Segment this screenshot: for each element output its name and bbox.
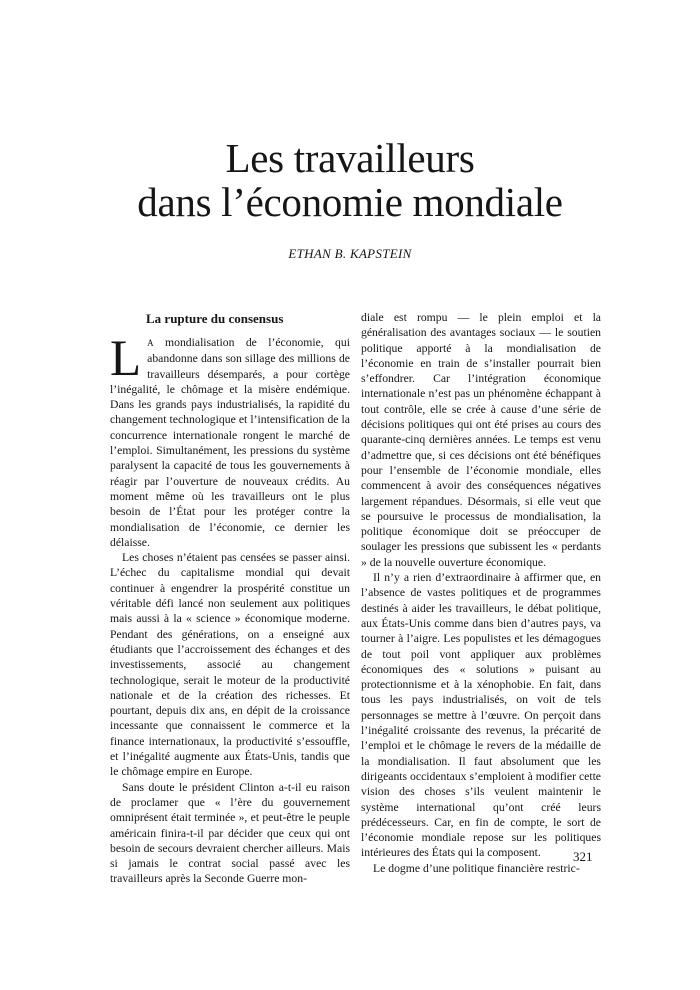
left-column bbox=[110, 311, 350, 887]
paragraph-1-text: mondialisation de l’économie, qui abandonne dans son sillage des millions de travailleurs désemparés, a pour cortège l’inégalité, le chômage et la misère endémique. Dans les grands pays industrialisés, la rapidité du changement technologique et l’intensification de la concurrence internationale rongent le marché de l’emploi. Simultanément, les pressions du système paralysent la capacité de tous les gouvernements à réagir par l’ouverture de nouveaux crédits. Au moment même où les travailleurs ont le plus besoin de l’État pour les protéger contre la mondialisation de l’économie, ce dernier les délaisse. bbox=[110, 336, 350, 549]
small-cap-word: A bbox=[147, 338, 154, 348]
paragraph-3-start: Sans doute le président Clinton a-t-il eu raison de proclamer que « l’ère du gouvernement omniprésent était terminée », et peut-être le peuple américain finira-t-il par décider que ceux qui ont besoin de secours devraient chercher ailleurs. Mais si jamais le contrat social passé avec les travailleurs après la Seconde Guerre mon- bbox=[110, 780, 350, 886]
article-title-line-1: Les travailleurs bbox=[225, 135, 475, 181]
paragraph-2: Les choses n’étaient pas censées se passer ainsi. L’échec du capitalisme mondial qui devait continuer à engendrer la prospérité constitue un véritable défi lancé non seulement aux politiques mais aussi à la « science » économique moderne. Pendant des générations, on a enseigné aux étudiants que l’accroissement des échanges et des investissements, associé au changement technologique, serait le moteur de la productivité nationale et de la création des richesses. Et pourtant, depuis dix ans, en dépit de la croissance incessante que connaissent le commerce et la finance internationaux, la productivité s’essouffle, et l’inégalité augmente aux États-Unis, tandis que le chômage empire en Europe. bbox=[110, 551, 350, 779]
article-title bbox=[0, 136, 700, 224]
section-heading: La rupture du consensus bbox=[146, 311, 284, 326]
drop-cap: L bbox=[110, 331, 142, 387]
paragraph-1 bbox=[110, 331, 350, 550]
paragraph-3-continued: diale est rompu — le plein emploi et la généralisation des avantages sociaux — le soutien politique apporté à la mondialisation de l’économie en train de s’installer pourrait bien s’effondrer. Car l’intégration économique internationale n’est pas un phénomène échappant à tout contrôle, elle se crée à cause d’une série de décisions politiques qui ont été prises au cours des quarante-cinq dernières années. Le temps est venu d’admettre que, si ces décisions ont été bénéfiques pour l’ensemble de l’économie mondiale, elles commencent à avoir des conséquences négatives largement répandues. Désormais, si elle veut que se poursuive le processus de mondialisation, la politique économique doit se préoccuper de soulager les pressions que subissent les « perdants » de la nouvelle ouverture économique. bbox=[361, 311, 601, 569]
paragraph-5: Le dogme d’une politique financière restric- bbox=[373, 861, 580, 875]
page-number: 321 bbox=[573, 849, 593, 864]
author-byline: ETHAN B. KAPSTEIN bbox=[288, 246, 412, 261]
paragraph-4: Il n’y a rien d’extraordinaire à affirmer que, en l’absence de vastes politiques et de programmes destinés à aider les travailleurs, le débat politique, aux États-Unis comme dans bien d’autres pays, va tourner à l’aigre. Les populistes et les démagogues de tout poil vont appliquer aux problèmes économiques des « solutions » puisant au protectionnisme et à la xénophobie. En fait, dans tous les pays industrialisés, on voit de tels personnages se mettre à l’œuvre. On perçoit dans l’inégalité croissante des revenus, la précarité de l’emploi et le chômage le revers de la médaille de la mondialisation. Il faut absolument que les dirigeants occidentaux s’emploient à modifier cette vision des choses s’ils veulent maintenir le système international qu’ont créé leurs prédécesseurs. Car, en fin de compte, le sort de l’économie mondiale repose sur les politiques intérieures des États qui la composent. bbox=[361, 571, 601, 860]
article-title-line-2: dans l’économie mondiale bbox=[137, 179, 563, 225]
right-column bbox=[361, 310, 601, 876]
